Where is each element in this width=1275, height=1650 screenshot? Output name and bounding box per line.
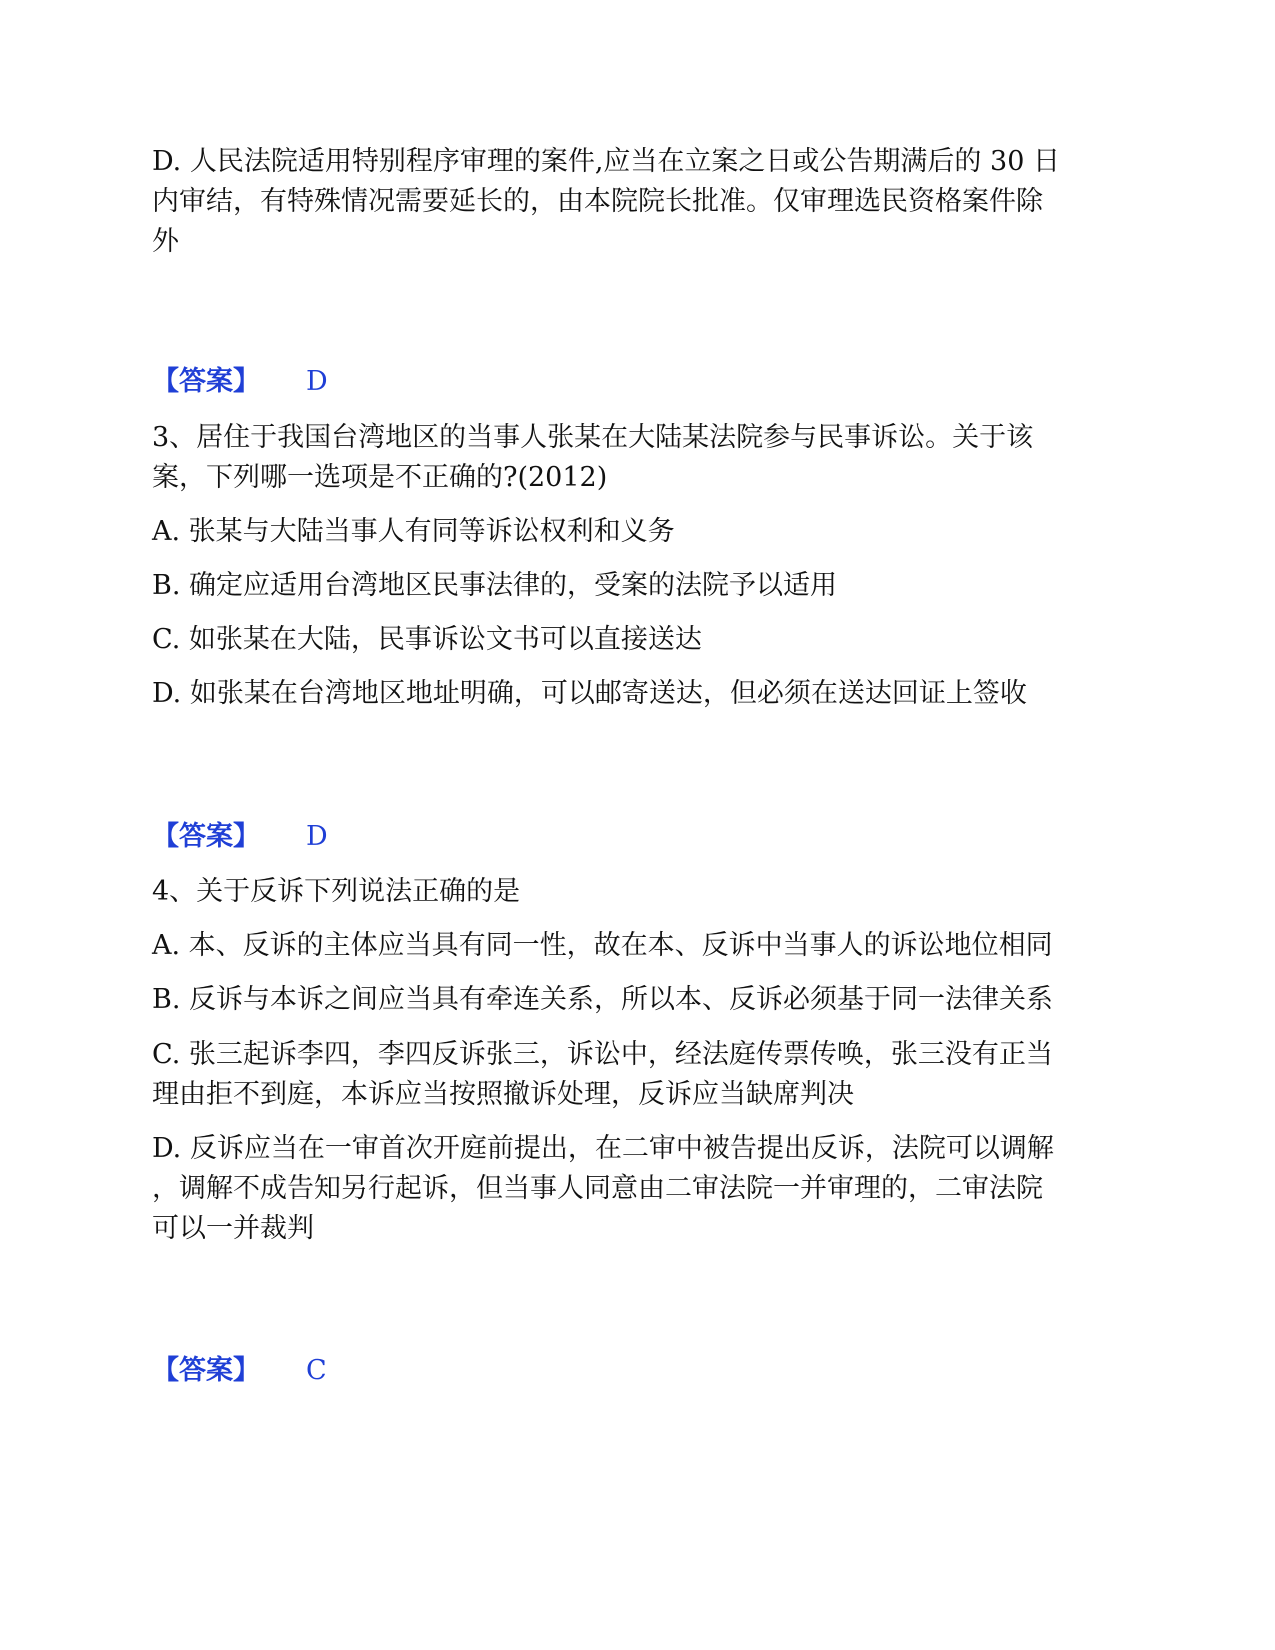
q4-option-d-line-3: 可以一并裁判 — [152, 1213, 314, 1244]
q3-option-a: A. 张某与大陆当事人有同等诉讼权利和义务 — [152, 516, 675, 547]
q4-option-d-line-2: ，调解不成告知另行起诉，但当事人同意由二审法院一并审理的，二审法院 — [152, 1173, 1043, 1204]
q3-stem-line-2: 案，下列哪一选项是不正确的?(2012) — [152, 462, 608, 493]
answer-tag: 【答案】 — [152, 1355, 260, 1386]
document-page — [152, 0, 1112, 1650]
q4-option-b: B. 反诉与本诉之间应当具有牵连关系，所以本、反诉必须基于同一法律关系 — [152, 984, 1054, 1015]
answer-tag: 【答案】 — [152, 366, 260, 397]
q3-option-c: C. 如张某在大陆，民事诉讼文书可以直接送达 — [152, 624, 702, 655]
answer-value: C — [306, 1355, 327, 1386]
q4-answer — [152, 1351, 327, 1391]
q4-option-d-line-1: D. 反诉应当在一审首次开庭前提出，在二审中被告提出反诉，法院可以调解 — [152, 1133, 1054, 1164]
q3-answer — [152, 817, 328, 857]
answer-value: D — [306, 366, 328, 397]
q4-option-c-line-2: 理由拒不到庭，本诉应当按照撤诉处理，反诉应当缺席判决 — [152, 1079, 854, 1110]
q4-option-c-line-1: C. 张三起诉李四，李四反诉张三，诉讼中，经法庭传票传唤，张三没有正当 — [152, 1039, 1053, 1070]
q3-option-b: B. 确定应适用台湾地区民事法律的，受案的法院予以适用 — [152, 570, 838, 601]
answer-tag: 【答案】 — [152, 821, 260, 852]
q2-option-d-line-2: 内审结，有特殊情况需要延长的，由本院院长批准。仅审理选民资格案件除 — [152, 186, 1043, 217]
answer-value: D — [306, 821, 328, 852]
q3-stem-line-1: 3、居住于我国台湾地区的当事人张某在大陆某法院参与民事诉讼。关于该 — [152, 422, 1034, 453]
q4-option-a: A. 本、反诉的主体应当具有同一性，故在本、反诉中当事人的诉讼地位相同 — [152, 930, 1053, 961]
q4-stem: 4、关于反诉下列说法正确的是 — [152, 876, 521, 907]
q2-option-d-line-1: D. 人民法院适用特别程序审理的案件,应当在立案之日或公告期满后的 30 日 — [152, 146, 1060, 177]
q2-option-d-line-3: 外 — [152, 226, 179, 257]
q2-answer — [152, 362, 328, 402]
q3-option-d: D. 如张某在台湾地区地址明确，可以邮寄送达，但必须在送达回证上签收 — [152, 678, 1027, 709]
